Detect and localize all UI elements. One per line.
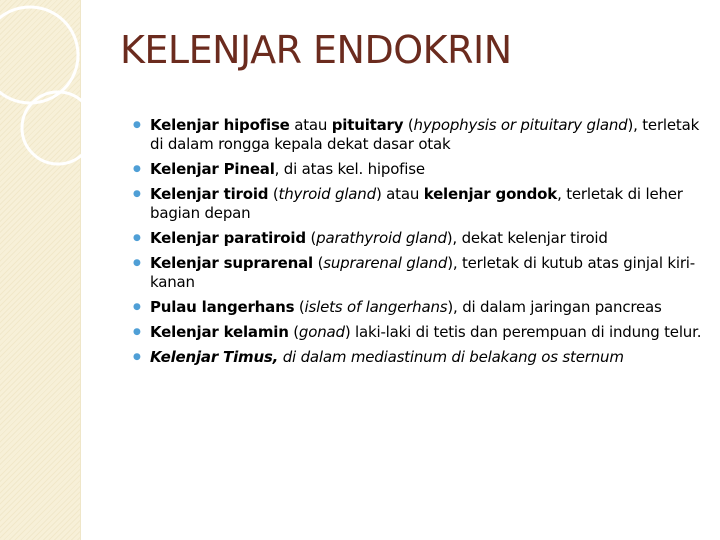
item-latin-name: gonad <box>298 323 345 341</box>
item-term: Kelenjar Timus, <box>150 348 279 366</box>
list-item <box>133 229 703 248</box>
round-bullet-icon: ● <box>133 327 141 337</box>
item-text: ), di dalam jaringan pancreas <box>447 298 662 316</box>
list-item <box>133 185 703 223</box>
item-latin-name: suprarenal gland <box>323 254 448 272</box>
item-term: Kelenjar paratiroid <box>150 229 306 247</box>
item-text: ( <box>294 298 305 316</box>
item-latin-name: parathyroid gland <box>316 229 447 247</box>
item-text: ), terletak di dalam rongga kepala dekat dasar otak <box>150 116 700 153</box>
item-latin-name: thyroid gland <box>278 185 376 203</box>
list-item <box>133 348 703 367</box>
slide-title: KELENJAR ENDOKRIN <box>120 28 512 72</box>
list-item <box>133 160 703 179</box>
item-term: pituitary <box>331 116 404 134</box>
item-term: Pulau langerhans <box>150 298 295 316</box>
item-text: ( <box>403 116 414 134</box>
deco-ring-large <box>0 7 78 103</box>
item-term: kelenjar gondok <box>423 185 558 203</box>
item-text: ) atau <box>375 185 424 203</box>
item-text: ), terletak di kutub atas ginjal kiri-kanan <box>150 254 695 291</box>
item-term: Kelenjar hipofise <box>150 116 290 134</box>
list-item <box>133 298 703 317</box>
item-text: ( <box>313 254 324 272</box>
round-bullet-icon: ● <box>133 352 141 362</box>
item-term: Kelenjar kelamin <box>150 323 289 341</box>
item-latin-name: hypophysis or pituitary gland <box>413 116 628 134</box>
round-bullet-icon: ● <box>133 258 141 268</box>
deco-ring-small <box>22 92 94 164</box>
item-text: ) laki-laki di tetis dan perempuan di indung telur. <box>344 323 702 341</box>
round-bullet-icon: ● <box>133 164 141 174</box>
list-item <box>133 254 703 292</box>
item-text: ( <box>268 185 279 203</box>
list-item <box>133 323 703 342</box>
bullet-list <box>133 116 703 373</box>
item-term: Kelenjar tiroid <box>150 185 269 203</box>
item-text: , terletak di leher bagian depan <box>150 185 683 222</box>
round-bullet-icon: ● <box>133 120 141 130</box>
round-bullet-icon: ● <box>133 233 141 243</box>
item-latin-name: islets of langerhans <box>304 298 448 316</box>
item-text: di dalam mediastinum di belakang os sternum <box>278 348 624 366</box>
item-text: ( <box>305 229 317 247</box>
round-bullet-icon: ● <box>133 189 141 199</box>
item-text: ( <box>288 323 299 341</box>
item-text: , di atas kel. hipofise <box>274 160 425 178</box>
item-text: atau <box>289 116 332 134</box>
item-term: Kelenjar Pineal <box>150 160 275 178</box>
item-text: ), dekat kelenjar tiroid <box>446 229 608 247</box>
round-bullet-icon: ● <box>133 302 141 312</box>
list-item <box>133 116 703 154</box>
item-term: Kelenjar suprarenal <box>150 254 313 272</box>
